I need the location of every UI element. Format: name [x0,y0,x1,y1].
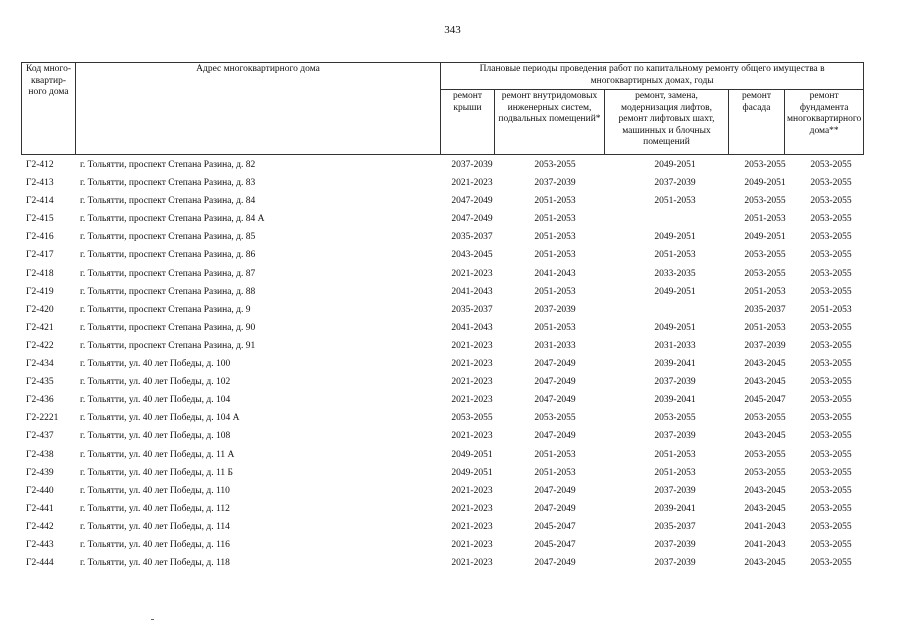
cell-roof: 2021-2023 [451,431,493,442]
cell-code: Г2-414 [26,196,54,207]
cell-address: г. Тольятти, проспект Степана Разина, д. 86 [80,250,256,261]
cell-lifts: 2051-2053 [654,467,696,478]
cell-foundation: 2053-2055 [810,503,852,514]
table-row [21,554,871,572]
cell-engineering: 2047-2049 [534,431,576,442]
cell-lifts: 2049-2051 [654,322,696,333]
table-row [21,409,871,427]
table-body [21,156,871,572]
cell-foundation: 2053-2055 [810,214,852,225]
cell-engineering: 2045-2047 [534,521,576,532]
cell-facade: 2051-2053 [744,286,786,297]
cell-roof: 2035-2037 [451,304,493,315]
cell-code: Г2-436 [26,395,54,406]
header-lifts: ремонт, замена, модернизация лифтов, ремонт лифтовых шахт, машинных и блочных помещений [605,90,729,155]
cell-foundation: 2053-2055 [810,413,852,424]
cell-lifts: 2037-2039 [654,377,696,388]
cell-address: г. Тольятти, ул. 40 лет Победы, д. 110 [80,485,230,496]
cell-code: Г2-416 [26,232,54,243]
cell-lifts: 2037-2039 [654,485,696,496]
cell-code: Г2-418 [26,268,54,279]
cell-facade: 2053-2055 [744,449,786,460]
cell-lifts: 2035-2037 [654,521,696,532]
cell-roof: 2041-2043 [451,286,493,297]
cell-roof: 2053-2055 [451,413,493,424]
cell-facade: 2053-2055 [744,160,786,170]
cell-lifts: 2049-2051 [654,286,696,297]
cell-address: г. Тольятти, проспект Степана Разина, д. 84 А [80,214,265,225]
cell-facade: 2043-2045 [744,431,786,442]
cell-foundation: 2053-2055 [810,340,852,351]
cell-roof: 2021-2023 [451,178,493,189]
table-row [21,174,871,192]
cell-foundation: 2053-2055 [810,558,852,569]
cell-engineering: 2051-2053 [534,232,576,243]
cell-facade: 2053-2055 [744,196,786,207]
cell-foundation: 2053-2055 [810,521,852,532]
cell-roof: 2043-2045 [451,250,493,261]
cell-code: Г2-420 [26,304,54,315]
cell-lifts: 2039-2041 [654,503,696,514]
cell-facade: 2053-2055 [744,250,786,261]
cell-code: Г2-413 [26,178,54,189]
cell-foundation: 2053-2055 [810,449,852,460]
cell-roof: 2041-2043 [451,322,493,333]
cell-foundation: 2053-2055 [810,377,852,388]
cell-code: Г2-417 [26,250,54,261]
cell-engineering: 2037-2039 [534,178,576,189]
table-row [21,355,871,373]
cell-engineering: 2045-2047 [534,539,576,550]
cell-foundation: 2053-2055 [810,539,852,550]
cell-lifts: 2053-2055 [654,413,696,424]
cell-engineering: 2051-2053 [534,322,576,333]
cell-facade: 2051-2053 [744,322,786,333]
cell-code: Г2-434 [26,359,54,370]
cell-roof: 2021-2023 [451,503,493,514]
cell-roof: 2049-2051 [451,449,493,460]
cell-roof: 2047-2049 [451,196,493,207]
cell-address: г. Тольятти, ул. 40 лет Победы, д. 118 [80,558,230,569]
page-number: 343 [444,24,461,36]
table-row [21,373,871,391]
cell-facade: 2043-2045 [744,558,786,569]
cell-roof: 2035-2037 [451,232,493,243]
cell-address: г. Тольятти, ул. 40 лет Победы, д. 114 [80,521,230,532]
cell-code: Г2-441 [26,503,54,514]
cell-roof: 2021-2023 [451,395,493,406]
cell-foundation: 2053-2055 [810,178,852,189]
cell-engineering: 2047-2049 [534,503,576,514]
cell-code: Г2-435 [26,377,54,388]
cell-address: г. Тольятти, ул. 40 лет Победы, д. 11 А [80,449,235,460]
table-row [21,464,871,482]
table-row [21,391,871,409]
cell-address: г. Тольятти, проспект Степана Разина, д. 87 [80,268,256,279]
cell-code: Г2-2221 [26,413,59,424]
cell-engineering: 2047-2049 [534,558,576,569]
cell-lifts: 2051-2053 [654,449,696,460]
header-periods: Плановые периоды проведения работ по капитальному ремонту общего имущества в многоквартирных домах, годы [441,63,864,90]
cell-lifts: 2039-2041 [654,359,696,370]
cell-facade: 2037-2039 [744,340,786,351]
cell-code: Г2-415 [26,214,54,225]
cell-code: Г2-421 [26,322,54,333]
cell-facade: 2041-2043 [744,521,786,532]
cell-engineering: 2047-2049 [534,395,576,406]
table-row [21,427,871,445]
cell-address: г. Тольятти, ул. 40 лет Победы, д. 11 Б [80,467,233,478]
cell-lifts: 2037-2039 [654,558,696,569]
table-header [21,62,864,155]
cell-address: г. Тольятти, проспект Степана Разина, д. 91 [80,340,256,351]
cell-lifts: 2049-2051 [654,160,696,170]
table-row [21,482,871,500]
scan-mark [151,619,154,620]
cell-facade: 2053-2055 [744,467,786,478]
cell-roof: 2021-2023 [451,377,493,388]
cell-foundation: 2053-2055 [810,250,852,261]
cell-code: Г2-422 [26,340,54,351]
cell-engineering: 2047-2049 [534,377,576,388]
cell-engineering: 2051-2053 [534,467,576,478]
cell-facade: 2043-2045 [744,485,786,496]
cell-roof: 2021-2023 [451,340,493,351]
cell-facade: 2043-2045 [744,503,786,514]
cell-engineering: 2037-2039 [534,304,576,315]
cell-engineering: 2053-2055 [534,413,576,424]
cell-facade: 2049-2051 [744,178,786,189]
cell-address: г. Тольятти, проспект Степана Разина, д. 82 [80,160,256,170]
cell-facade: 2043-2045 [744,377,786,388]
table-row [21,446,871,464]
cell-foundation: 2053-2055 [810,322,852,333]
header-engineering: ремонт внутридомовых инженерных систем, подвальных помещений* [495,90,605,155]
table-row [21,319,871,337]
cell-address: г. Тольятти, проспект Степана Разина, д. 83 [80,178,256,189]
cell-code: Г2-440 [26,485,54,496]
cell-code: Г2-439 [26,467,54,478]
table-row [21,192,871,210]
table-row [21,156,871,174]
cell-lifts: 2037-2039 [654,539,696,550]
cell-code: Г2-443 [26,539,54,550]
cell-facade: 2053-2055 [744,413,786,424]
cell-engineering: 2051-2053 [534,214,576,225]
cell-code: Г2-437 [26,431,54,442]
cell-foundation: 2053-2055 [810,431,852,442]
cell-roof: 2021-2023 [451,521,493,532]
cell-address: г. Тольятти, проспект Степана Разина, д. 85 [80,232,256,243]
cell-foundation: 2053-2055 [810,160,852,170]
table-row [21,265,871,283]
cell-engineering: 2053-2055 [534,160,576,170]
cell-roof: 2021-2023 [451,485,493,496]
cell-foundation: 2053-2055 [810,232,852,243]
cell-engineering: 2047-2049 [534,485,576,496]
cell-facade: 2043-2045 [744,359,786,370]
table-row [21,210,871,228]
cell-roof: 2037-2039 [451,160,493,170]
cell-address: г. Тольятти, ул. 40 лет Победы, д. 116 [80,539,230,550]
cell-address: г. Тольятти, ул. 40 лет Победы, д. 102 [80,377,231,388]
cell-roof: 2021-2023 [451,539,493,550]
cell-facade: 2051-2053 [744,214,786,225]
cell-engineering: 2047-2049 [534,359,576,370]
cell-lifts: 2037-2039 [654,431,696,442]
cell-foundation: 2053-2055 [810,485,852,496]
table-row [21,536,871,554]
cell-foundation: 2053-2055 [810,359,852,370]
header-roof: ремонт крыши [441,90,495,155]
table-row [21,283,871,301]
cell-lifts: 2033-2035 [654,268,696,279]
cell-code: Г2-438 [26,449,54,460]
cell-engineering: 2051-2053 [534,250,576,261]
cell-address: г. Тольятти, ул. 40 лет Победы, д. 108 [80,431,231,442]
cell-lifts: 2051-2053 [654,196,696,207]
cell-foundation: 2051-2053 [810,304,852,315]
cell-address: г. Тольятти, проспект Степана Разина, д. 9 [80,304,251,315]
cell-roof: 2049-2051 [451,467,493,478]
header-facade: ремонт фасада [729,90,785,155]
cell-address: г. Тольятти, проспект Степана Разина, д. 84 [80,196,256,207]
cell-address: г. Тольятти, проспект Степана Разина, д. 88 [80,286,256,297]
cell-roof: 2021-2023 [451,359,493,370]
table-row [21,337,871,355]
header-foundation: ремонт фундамента многоквартирного дома** [785,90,864,155]
cell-lifts: 2039-2041 [654,395,696,406]
cell-code: Г2-419 [26,286,54,297]
cell-engineering: 2031-2033 [534,340,576,351]
table-row [21,228,871,246]
cell-roof: 2021-2023 [451,268,493,279]
header-code: Код много-квартир-ного дома [22,63,76,155]
cell-facade: 2049-2051 [744,232,786,243]
header-address: Адрес многоквартирного дома [76,63,441,155]
table-row [21,500,871,518]
cell-lifts: 2037-2039 [654,178,696,189]
cell-foundation: 2053-2055 [810,286,852,297]
cell-foundation: 2053-2055 [810,196,852,207]
cell-lifts: 2031-2033 [654,340,696,351]
table-row [21,246,871,264]
cell-address: г. Тольятти, ул. 40 лет Победы, д. 100 [80,359,231,370]
cell-lifts: 2049-2051 [654,232,696,243]
cell-foundation: 2053-2055 [810,268,852,279]
cell-foundation: 2053-2055 [810,395,852,406]
cell-roof: 2021-2023 [451,558,493,569]
cell-engineering: 2041-2043 [534,268,576,279]
cell-facade: 2035-2037 [744,304,786,315]
cell-address: г. Тольятти, проспект Степана Разина, д. 90 [80,322,256,333]
cell-facade: 2041-2043 [744,539,786,550]
cell-engineering: 2051-2053 [534,196,576,207]
table-row [21,518,871,536]
cell-address: г. Тольятти, ул. 40 лет Победы, д. 104 [80,395,231,406]
cell-address: г. Тольятти, ул. 40 лет Победы, д. 112 [80,503,230,514]
cell-facade: 2045-2047 [744,395,786,406]
cell-lifts: 2051-2053 [654,250,696,261]
cell-code: Г2-442 [26,521,54,532]
cell-engineering: 2051-2053 [534,449,576,460]
cell-code: Г2-412 [26,160,54,170]
cell-address: г. Тольятти, ул. 40 лет Победы, д. 104 А [80,413,240,424]
cell-roof: 2047-2049 [451,214,493,225]
cell-engineering: 2051-2053 [534,286,576,297]
table-row [21,301,871,319]
cell-facade: 2053-2055 [744,268,786,279]
cell-foundation: 2053-2055 [810,467,852,478]
cell-code: Г2-444 [26,558,54,569]
